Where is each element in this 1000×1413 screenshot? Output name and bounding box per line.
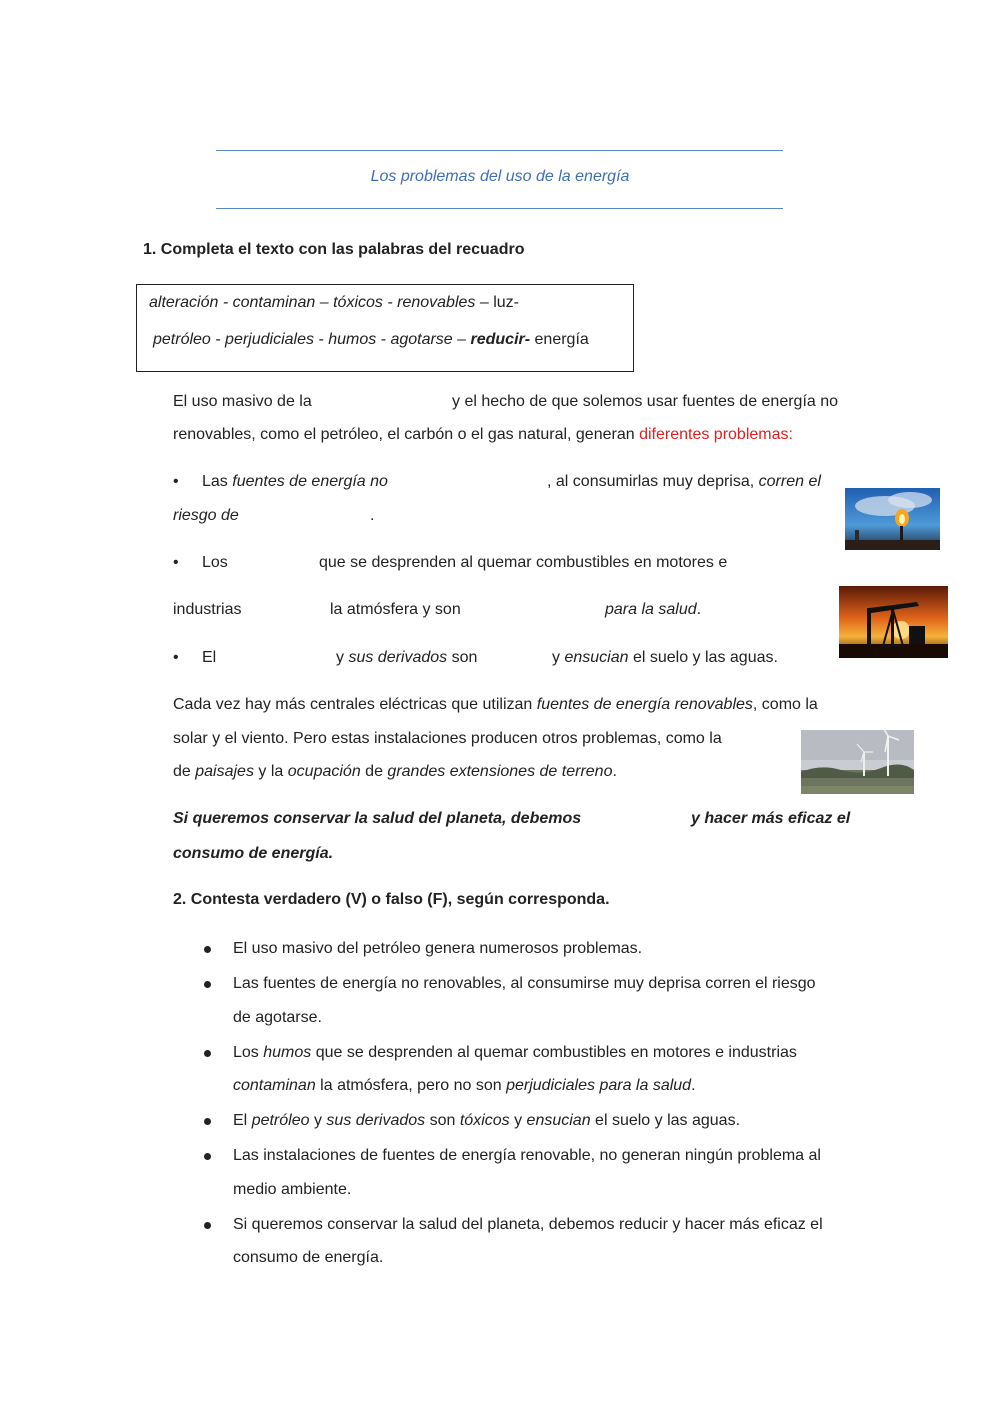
bullet-2-part-a: Los [202,554,228,571]
word-box-line-1: alteración - contaminan – tóxicos - renovables – luz- [149,294,519,311]
bullet-1-marker: • [173,473,179,490]
list2-item-1: El uso masivo del petróleo genera numerosos problemas. [233,940,643,957]
para2-line-3: de paisajes y la ocupación de grandes extensiones de terreno. [173,763,617,780]
title-rule-top [216,150,783,151]
bullet-2-line-2-a: industrias [173,601,242,618]
word-box-line-2: petróleo - perjudiciales - humos - agotarse – reducir- energía [153,331,589,348]
list2-item-5-line-1: Las instalaciones de fuentes de energía renovable, no generan ningún problema al [233,1147,821,1164]
bullet-3-marker: • [173,649,179,666]
bullet-2-line-2-c: para la salud. [605,601,702,618]
bullet-3-part-a: El [202,649,217,666]
title-rule-bottom [216,208,783,209]
list2-item-5-line-2: medio ambiente. [233,1181,352,1198]
list2-bullet-2 [204,981,211,988]
para1-part-b: y el hecho de que solemos usar fuentes de energía no [452,393,839,410]
list2-bullet-4 [204,1118,211,1125]
bullet-1-line-2: riesgo de [173,507,239,524]
oil-pump-image [839,586,948,658]
list2-bullet-3 [204,1050,211,1057]
para2-line-2: solar y el viento. Pero estas instalaciones producen otros problemas, como la [173,730,722,747]
bullet-1-part-b: , al consumirlas muy deprisa, corren el [547,473,821,490]
para1-part-a: El uso masivo de la [173,393,312,410]
bullet-3-part-b: y sus derivados son [336,649,478,666]
para3-line-2: consumo de energía. [173,845,334,862]
list2-item-2-line-1: Las fuentes de energía no renovables, al consumirse muy deprisa corren el riesgo [233,975,816,992]
question-1-heading: 1. Completa el texto con las palabras del recuadro [143,241,525,258]
list2-item-3-line-2: contaminan la atmósfera, pero no son perjudiciales para la salud. [233,1077,696,1094]
para3-part-b: y hacer más eficaz el [691,810,851,827]
list2-item-6-line-1: Si queremos conservar la salud del planeta, debemos reducir y hacer más eficaz el [233,1216,823,1233]
wind-turbines-image [801,730,914,794]
list2-item-2-line-2: de agotarse. [233,1009,322,1026]
bullet-1-end: . [370,507,375,524]
list2-item-6-line-2: consumo de energía. [233,1249,384,1266]
list2-item-3-line-1: Los humos que se desprenden al quemar combustibles en motores e industrias [233,1044,797,1061]
question-2-heading: 2. Contesta verdadero (V) o falso (F), según corresponda. [173,891,610,908]
para1-line-2: renovables, como el petróleo, el carbón o el gas natural, generan diferentes problemas: [173,426,793,443]
bullet-2-marker: • [173,554,179,571]
para2-line-1: Cada vez hay más centrales eléctricas que utilizan fuentes de energía renovables, como la [173,696,818,713]
para3-part-a: Si queremos conservar la salud del planeta, debemos [173,810,582,827]
list2-bullet-1 [204,946,211,953]
list2-bullet-6 [204,1222,211,1229]
bullet-2-line-2-b: la atmósfera y son [330,601,461,618]
page-title: Los problemas del uso de la energía [370,168,630,185]
gas-flare-image [845,488,940,550]
bullet-3-part-c: y ensucian el suelo y las aguas. [552,649,778,666]
list2-bullet-5 [204,1153,211,1160]
bullet-1-part-a: Las fuentes de energía no [202,473,388,490]
list2-item-4: El petróleo y sus derivados son tóxicos y ensucian el suelo y las aguas. [233,1112,741,1129]
bullet-2-part-b: que se desprenden al quemar combustibles en motores e [319,554,728,571]
